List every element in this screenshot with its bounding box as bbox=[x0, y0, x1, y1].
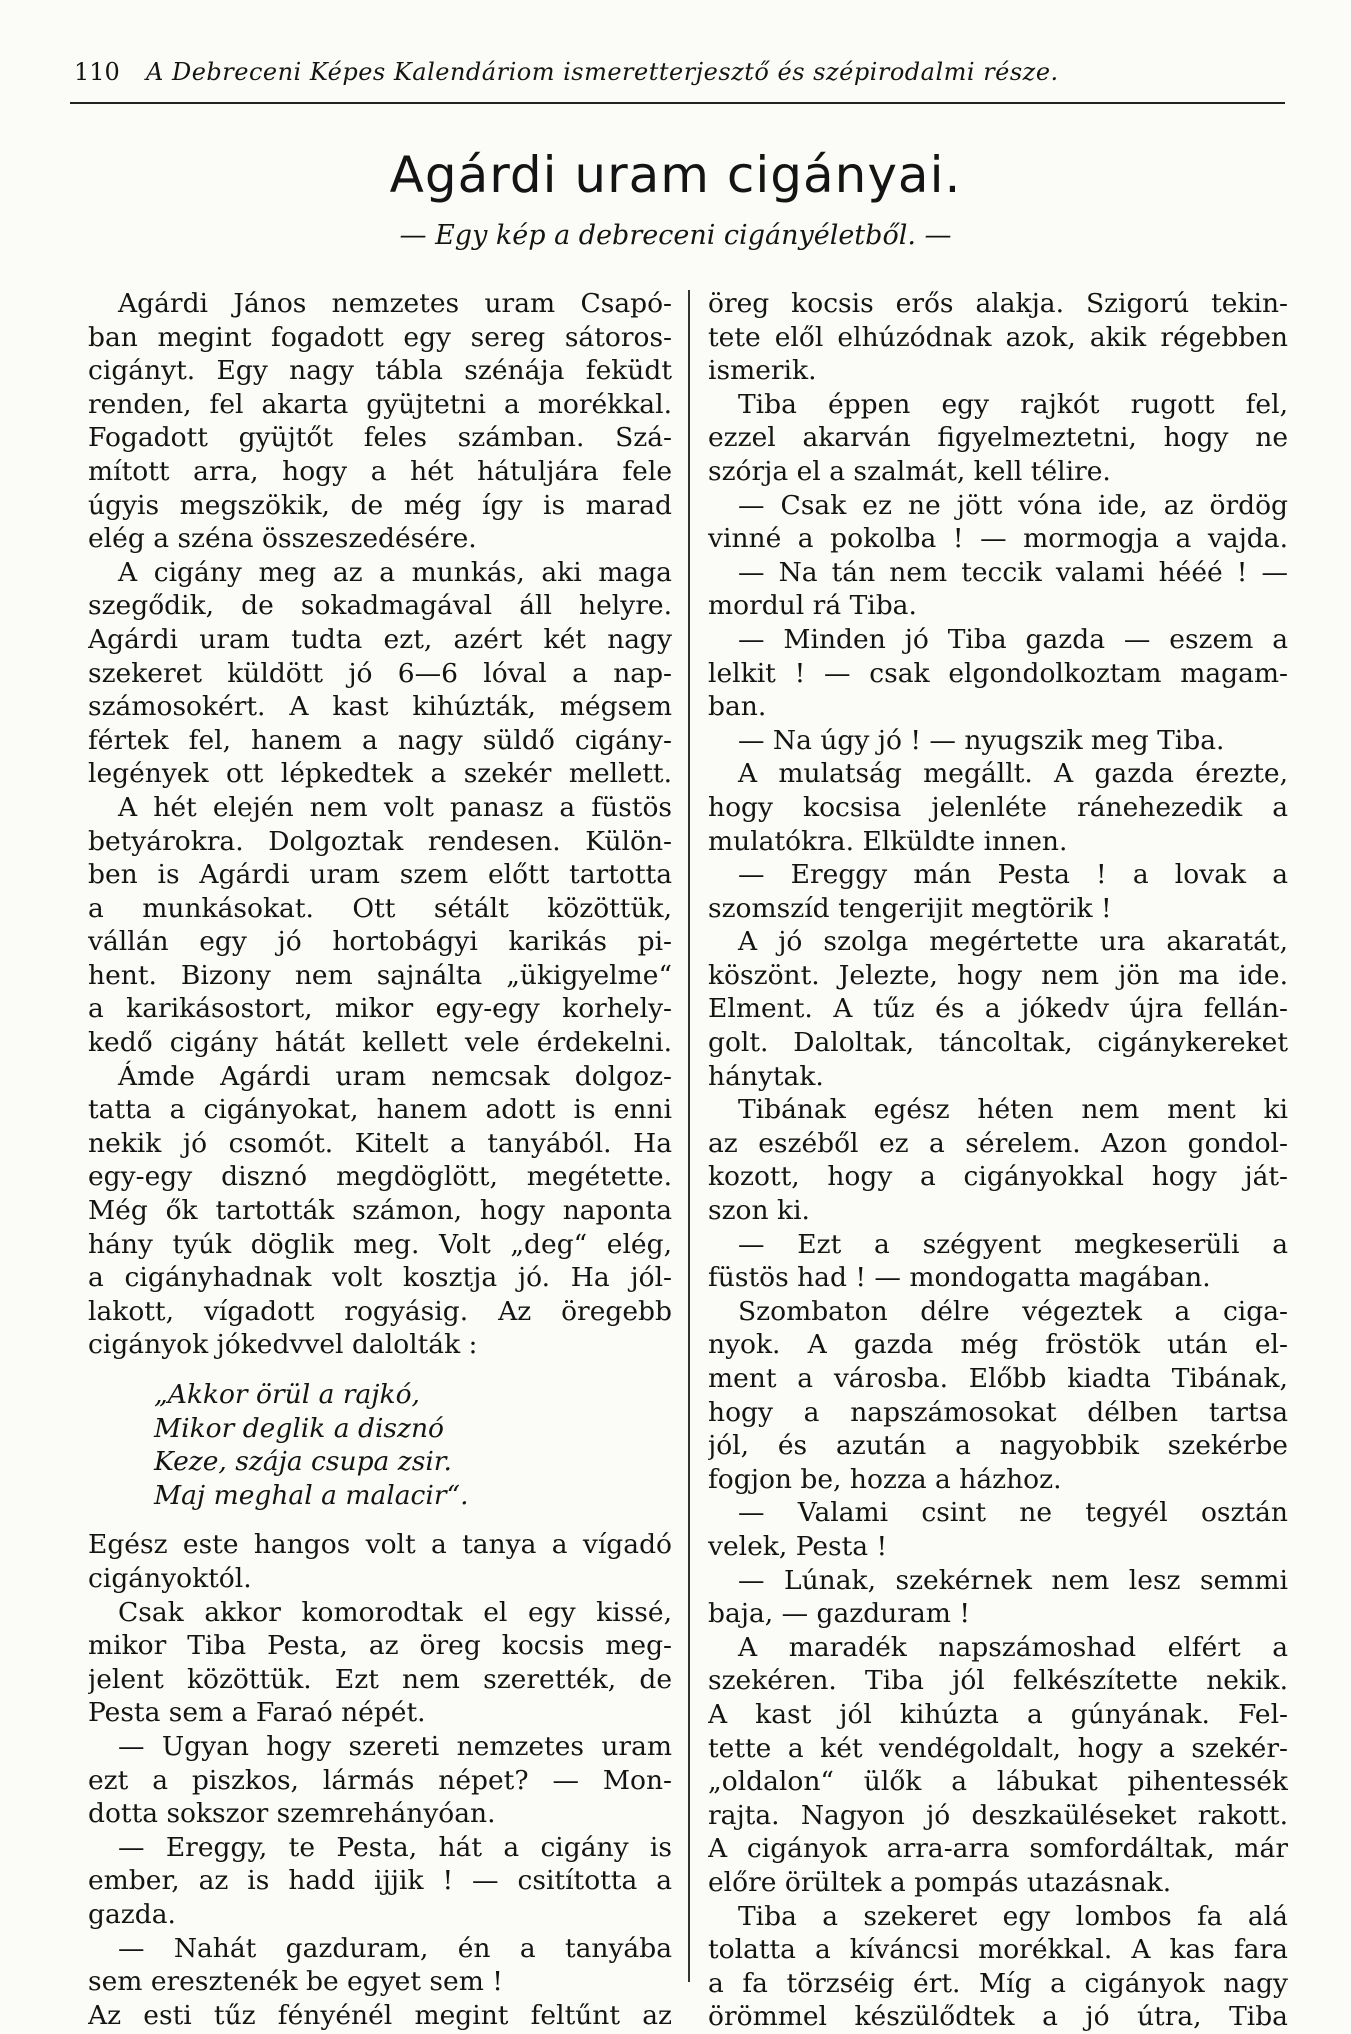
text-line: a fa törzséig ért. Míg a cigányok nagy bbox=[708, 1967, 1288, 1999]
text-line: — Minden jó Tiba gazda — eszem a bbox=[738, 623, 1288, 655]
text-line: ban megint fogadott egy sereg sátoros- bbox=[88, 321, 672, 353]
article-title: Agárdi uram cigányai. bbox=[389, 146, 962, 204]
article-subtitle: — Egy kép a debreceni cigányéletből. — bbox=[399, 220, 952, 251]
poem-line: Maj meghal a malacir“. bbox=[154, 1479, 469, 1511]
text-line: tolatta a kíváncsi morékkal. A kas fara bbox=[708, 1934, 1288, 1966]
text-line: A mulatság megállt. A gazda érezte, bbox=[738, 758, 1288, 790]
text-line: betyárokra. Dolgoztak rendesen. Külön- bbox=[88, 825, 672, 857]
text-line: tette a két vendégoldalt, hogy a szekér- bbox=[708, 1732, 1288, 1764]
text-line: ember, az is hadd ijjik ! — csitította a bbox=[88, 1865, 672, 1897]
text-line: A kast jól kihúzta a gúnyának. Fel- bbox=[708, 1698, 1288, 1730]
text-line: A cigány meg az a munkás, aki maga bbox=[118, 556, 672, 588]
text-line: szon ki. bbox=[708, 1195, 810, 1227]
text-line: Fogadott gyüjtőt feles számban. Szá- bbox=[88, 422, 672, 454]
text-line: szórja el a szalmát, kell télire. bbox=[708, 455, 1111, 487]
text-line: öreg kocsis erős alakja. Szigorú tekin- bbox=[708, 288, 1288, 319]
text-line: ment a városba. Előbb kiadta Tibának, bbox=[708, 1363, 1288, 1394]
text-line: a karikásostort, mikor egy-egy korhely- bbox=[88, 993, 672, 1025]
poem-line: „Akkor örül a rajkó, bbox=[154, 1379, 420, 1410]
text-line: jelent közöttük. Ezt nem szerették, de bbox=[88, 1663, 672, 1695]
text-line: — Valami csint ne tegyél osztán bbox=[738, 1497, 1288, 1529]
text-line: vinné a pokolba ! — mormogja a vajda. bbox=[708, 523, 1288, 555]
text-line: hogy a napszámosokat délben tartsa bbox=[708, 1396, 1288, 1428]
text-line: Agárdi uram tudta ezt, azért két nagy bbox=[88, 623, 672, 655]
text-line: szekéren. Tiba jól felkészítette nekik. bbox=[708, 1665, 1288, 1697]
text-line: úgyis megszökik, de még így is marad bbox=[88, 489, 672, 521]
text-line: egy-egy disznó megdöglött, megétette. bbox=[88, 1161, 672, 1193]
text-line: ezzel akarván figyelmeztetni, hogy ne bbox=[708, 422, 1288, 454]
text-line: Az esti tűz fényénél megint feltűnt az bbox=[88, 1999, 672, 2031]
text-line: kedő cigány hátát kellett vele érdekelni. bbox=[88, 1027, 672, 1059]
text-line: — Ugyan hogy szereti nemzetes uram bbox=[118, 1730, 672, 1762]
poem-line: Keze, szája csupa zsir. bbox=[154, 1446, 452, 1478]
text-line: elég a széna összeszedésére. bbox=[88, 523, 477, 555]
text-line: vállán egy jó hortobágyi karikás pi- bbox=[88, 926, 672, 958]
text-line: Szombaton délre végeztek a ciga- bbox=[738, 1295, 1288, 1327]
text-line: baja, — gazduram ! bbox=[708, 1598, 970, 1630]
text-line: Csak akkor komorodtak el egy kissé, bbox=[118, 1596, 672, 1628]
text-line: Pesta sem a Faraó népét. bbox=[88, 1697, 426, 1729]
text-line: hány tyúk döglik meg. Volt „deg“ elég, bbox=[88, 1228, 672, 1260]
text-line: füstös had ! — mondogatta magában. bbox=[708, 1262, 1211, 1294]
text-line: A hét elején nem volt panasz a füstös bbox=[118, 791, 672, 823]
text-line: — Ereggy, te Pesta, hát a cigány is bbox=[118, 1831, 672, 1863]
text-line: tatta a cigányokat, hanem adott is enni bbox=[88, 1094, 672, 1126]
text-line: Egész este hangos volt a tanya a vígadó bbox=[88, 1529, 672, 1561]
text-line: nekik jó csomót. Kitelt a tanyából. Ha bbox=[88, 1127, 672, 1159]
page-number: 110 bbox=[74, 58, 120, 86]
text-line: cigányoktól. bbox=[88, 1562, 252, 1594]
text-line: rajta. Nagyon jó deszkaüléseket rakott. bbox=[708, 1799, 1288, 1831]
text-line: hánytak. bbox=[708, 1060, 824, 1092]
text-line: Tiba a szekeret egy lombos fa alá bbox=[738, 1900, 1288, 1932]
text-line: Tiba éppen egy rajkót rugott fel, bbox=[738, 388, 1288, 420]
text-line: — Lúnak, szekérnek nem lesz semmi bbox=[738, 1564, 1288, 1596]
text-line: velek, Pesta ! bbox=[708, 1530, 888, 1562]
text-line: a munkásokat. Ott sétált közöttük, bbox=[88, 892, 672, 924]
text-line: legények ott lépkedtek a szekér mellett. bbox=[88, 758, 672, 790]
header-rule bbox=[70, 102, 1285, 104]
text-line: ismerik. bbox=[708, 355, 817, 387]
text-line: Ámde Agárdi uram nemcsak dolgoz- bbox=[118, 1060, 672, 1092]
text-line: kozott, hogy a cigányokkal hogy ját- bbox=[708, 1161, 1288, 1193]
text-line: — Ezt a szégyent megkeserüli a bbox=[738, 1228, 1288, 1260]
text-line: tete elől elhúzódnak azok, akik régebben bbox=[708, 321, 1288, 353]
text-line: golt. Daloltak, táncoltak, cigánykereket bbox=[708, 1027, 1288, 1059]
text-line: — Na úgy jó ! — nyugszik meg Tiba. bbox=[738, 724, 1225, 756]
running-header bbox=[74, 58, 1256, 92]
text-line: számosokért. A kast kihúzták, mégsem bbox=[88, 691, 672, 723]
text-line: hent. Bizony nem sajnálta „ükigyelme“ bbox=[88, 959, 672, 991]
text-line: fértek fel, hanem a nagy süldő cigány- bbox=[88, 724, 672, 756]
text-line: mordul rá Tiba. bbox=[708, 590, 917, 622]
text-line: ban. bbox=[708, 691, 767, 723]
text-line: Elment. A tűz és a jókedv újra fellán- bbox=[708, 993, 1288, 1025]
text-line: cigányt. Egy nagy tábla szénája feküdt bbox=[88, 355, 672, 387]
text-line: mikor Tiba Pesta, az öreg kocsis meg- bbox=[88, 1630, 672, 1662]
text-line: A jó szolga megértette ura akaratát, bbox=[738, 926, 1288, 958]
left-column bbox=[88, 287, 672, 2032]
text-line: nyok. A gazda még fröstök után el- bbox=[708, 1329, 1288, 1361]
text-line: ezt a piszkos, lármás népet? — Mon- bbox=[88, 1764, 672, 1796]
poem-line: Mikor deglik a disznó bbox=[154, 1412, 444, 1444]
text-line: renden, fel akarta gyüjtetni a morékkal. bbox=[88, 388, 672, 420]
text-line: fogjon be, hozza a házhoz. bbox=[708, 1463, 1062, 1495]
text-line: A maradék napszámoshad elfért a bbox=[738, 1631, 1288, 1663]
text-line: Még ők tartották számon, hogy naponta bbox=[88, 1195, 672, 1227]
right-column bbox=[708, 287, 1288, 2034]
text-line: — Nahát gazduram, én a tanyába bbox=[118, 1932, 672, 1964]
text-line: szekeret küldött jó 6—6 lóval a nap- bbox=[88, 657, 672, 689]
text-line: — Csak ez ne jött vóna ide, az ördög bbox=[738, 489, 1288, 521]
text-line: szegődik, de sokadmagával áll helyre. bbox=[88, 590, 672, 622]
text-line: szomszíd tengerijit megtörik ! bbox=[708, 892, 1112, 924]
text-line: köszönt. Jelezte, hogy nem jön ma ide. bbox=[708, 959, 1288, 991]
text-line: dotta sokszor szemrehányóan. bbox=[88, 1798, 496, 1830]
text-line: előre örültek a pompás utazásnak. bbox=[708, 1866, 1172, 1898]
text-line: lakott, vígadott rogyásig. Az öregebb bbox=[88, 1295, 672, 1327]
text-line: Tibának egész héten nem ment ki bbox=[738, 1094, 1288, 1126]
text-line: lelkit ! — csak elgondolkoztam magam- bbox=[708, 657, 1288, 689]
text-line: az eszéből ez a sérelem. Azon gondol- bbox=[708, 1127, 1288, 1159]
text-line: „oldalon“ ülők a lábukat pihentessék bbox=[708, 1766, 1288, 1798]
text-line: — Ereggy mán Pesta ! a lovak a bbox=[738, 859, 1288, 891]
text-line: sem eresztenék be egyet sem ! bbox=[88, 1966, 503, 1998]
text-line: a cigányhadnak volt kosztja jó. Ha jól- bbox=[88, 1262, 672, 1294]
text-line: jól, és azután a nagyobbik szekérbe bbox=[708, 1430, 1288, 1462]
text-line: A cigányok arra-arra somfordáltak, már bbox=[708, 1833, 1288, 1865]
text-line: mulatókra. Elküldte innen. bbox=[708, 825, 1068, 857]
text-line: örömmel készülődtek a jó útra, Tiba bbox=[708, 2001, 1288, 2033]
text-line: — Na tán nem teccik valami hééé ! — bbox=[738, 556, 1288, 588]
text-line: hogy kocsisa jelenléte ránehezedik a bbox=[708, 791, 1288, 823]
text-line: mított arra, hogy a hét hátuljára fele bbox=[88, 455, 672, 487]
text-line: cigányok jókedvvel dalolták : bbox=[88, 1329, 478, 1361]
running-title: A Debreceni Képes Kalendáriom ismeretterjesztő és szépirodalmi része. bbox=[146, 58, 1059, 86]
text-line: ben is Agárdi uram szem előtt tartotta bbox=[88, 859, 672, 891]
text-line: Agárdi János nemzetes uram Csapó- bbox=[118, 288, 672, 319]
text-line: gazda. bbox=[88, 1898, 176, 1930]
column-divider bbox=[688, 290, 690, 1982]
